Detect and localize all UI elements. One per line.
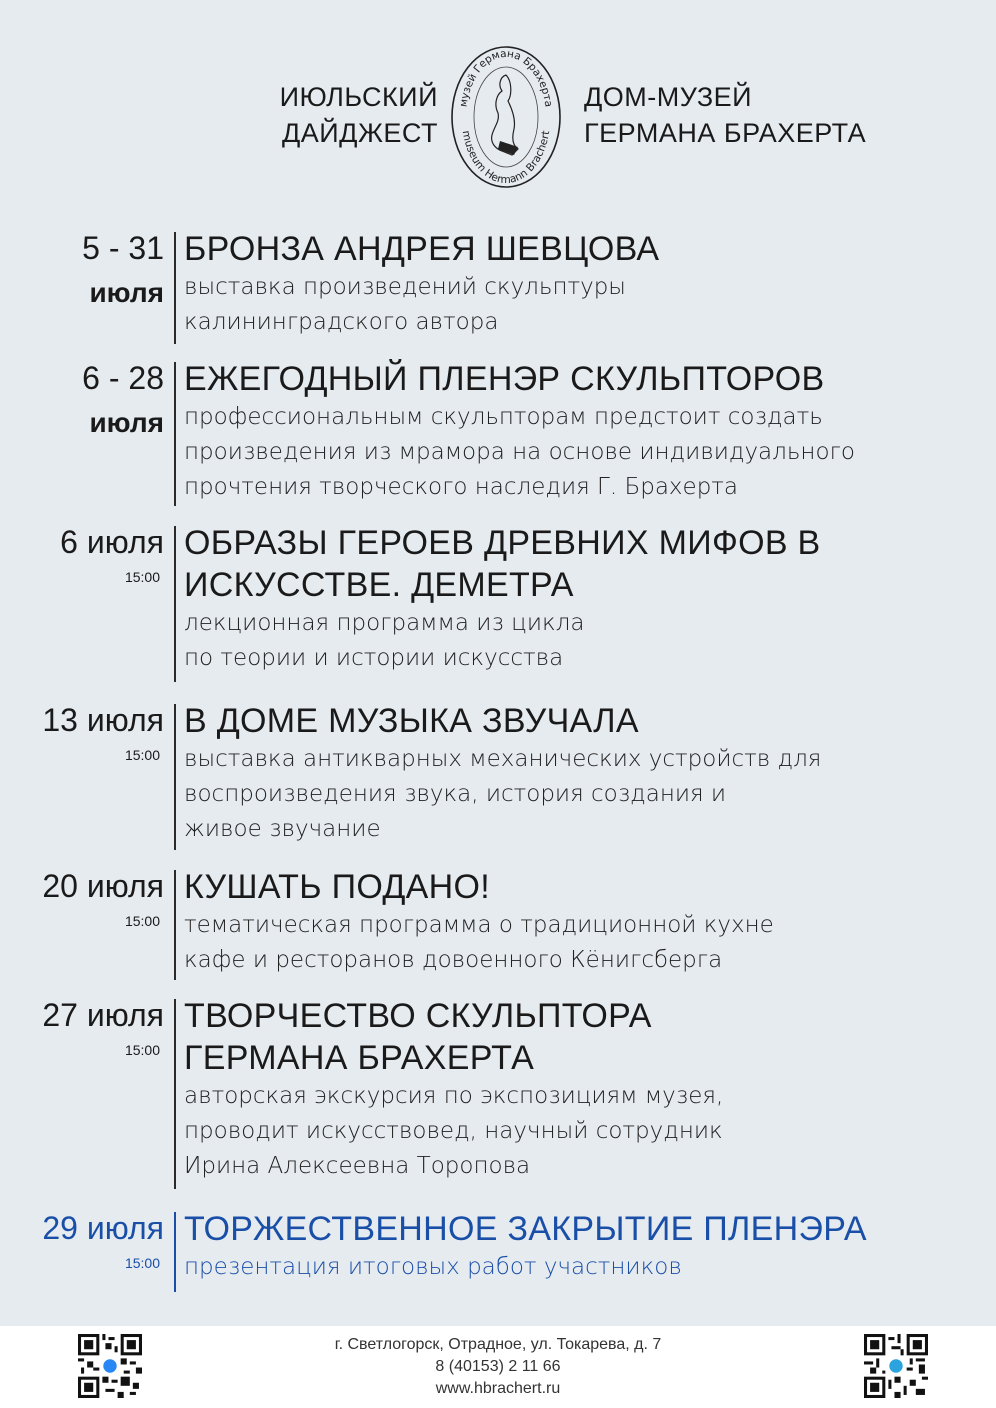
phone: 8 (40153) 2 11 66 xyxy=(435,1358,561,1375)
event-desc-line: кафе и ресторанов довоенного Кёнигсберга xyxy=(184,947,723,973)
event-title: ТОРЖЕСТВЕННОЕ ЗАКРЫТИЕ ПЛЕНЭРА xyxy=(184,1210,867,1248)
event-item-highlighted xyxy=(0,1208,996,1293)
divider xyxy=(174,1212,176,1292)
event-date-main: 20 июля xyxy=(42,868,164,904)
event-desc-line: прочтения творческого наследия Г. Брахерта xyxy=(184,474,739,500)
digest-title-line1: ИЮЛЬСКИЙ xyxy=(279,82,438,112)
event-content xyxy=(184,358,974,505)
event-date-main: 6 - 28 xyxy=(82,360,164,396)
event-desc-line: презентация итоговых работ участников xyxy=(184,1254,682,1280)
svg-text:museum Hermann Brachert: museum Hermann Brachert xyxy=(459,129,553,187)
event-date-main: 27 июля xyxy=(42,997,164,1033)
event-date xyxy=(0,700,164,764)
event-content xyxy=(184,1208,974,1285)
event-desc-line: произведения из мрамора на основе индивидуального xyxy=(184,439,855,465)
event-date-main: 29 июля xyxy=(42,1210,164,1246)
divider xyxy=(174,232,176,344)
museum-logo-icon xyxy=(448,45,564,190)
event-title: В ДОМЕ МУЗЫКА ЗВУЧАЛА xyxy=(184,702,639,740)
event-desc-line: Ирина Алексеевна Торопова xyxy=(184,1153,531,1179)
qr-code-vk-icon[interactable] xyxy=(78,1334,142,1398)
event-item xyxy=(0,228,996,348)
event-content xyxy=(184,866,974,978)
event-desc-line: лекционная программа из цикла xyxy=(184,610,585,636)
museum-title-line2: ГЕРМАНА БРАХЕРТА xyxy=(584,118,867,148)
event-title: ЕЖЕГОДНЫЙ ПЛЕНЭР СКУЛЬПТОРОВ xyxy=(184,360,825,398)
event-date-main: 13 июля xyxy=(42,702,164,738)
contact-info xyxy=(280,1334,716,1400)
address: г. Светлогорск, Отрадное, ул. Токарева, д. 7 xyxy=(334,1336,662,1353)
event-desc-line: выставка произведений скульптуры xyxy=(184,274,626,300)
event-content xyxy=(184,522,974,676)
event-date-main: 6 июля xyxy=(60,524,164,560)
event-content xyxy=(184,228,974,340)
event-desc-line: калининградского автора xyxy=(184,309,499,335)
event-title: ТВОРЧЕСТВО СКУЛЬПТОРА xyxy=(184,997,652,1035)
event-item xyxy=(0,522,996,682)
event-date xyxy=(0,228,164,312)
event-date-main: 5 - 31 xyxy=(82,230,164,266)
qr-code-telegram-icon[interactable] xyxy=(864,1334,928,1398)
digest-title-line2: ДАЙДЖЕСТ xyxy=(281,118,438,148)
event-desc-line: по теории и истории искусства xyxy=(184,645,564,671)
event-date-month: июля xyxy=(89,407,164,438)
event-item xyxy=(0,700,996,850)
digest-title xyxy=(268,79,438,151)
event-title: КУШАТЬ ПОДАНО! xyxy=(184,868,490,906)
event-item xyxy=(0,866,996,981)
event-time: 15:00 xyxy=(124,569,160,585)
event-desc-line: тематическая программа о традиционной кухне xyxy=(184,912,774,938)
event-content xyxy=(184,995,974,1184)
event-date xyxy=(0,1208,164,1272)
event-date xyxy=(0,358,164,442)
footer xyxy=(0,1326,996,1408)
event-desc-line: воспроизведения звука, история создания и xyxy=(184,781,727,807)
event-title: ОБРАЗЫ ГЕРОЕВ ДРЕВНИХ МИФОВ В xyxy=(184,524,821,562)
event-date xyxy=(0,522,164,586)
event-date-month: июля xyxy=(89,277,164,308)
event-desc-line: авторская экскурсия по экспозициям музея, xyxy=(184,1083,724,1109)
museum-title xyxy=(584,79,884,151)
event-item xyxy=(0,358,996,508)
event-desc-line: выставка антикварных механических устройств для xyxy=(184,746,822,772)
event-title: БРОНЗА АНДРЕЯ ШЕВЦОВА xyxy=(184,230,660,268)
website-link[interactable]: www.hbrachert.ru xyxy=(435,1380,561,1397)
event-time: 15:00 xyxy=(124,913,160,929)
event-desc-line: проводит искусствовед, научный сотрудник xyxy=(184,1118,723,1144)
svg-text:музей Германа Брахерта: музей Германа Брахерта xyxy=(457,47,555,108)
event-desc-line: живое звучание xyxy=(184,816,381,842)
divider xyxy=(174,870,176,980)
event-time: 15:00 xyxy=(124,1255,160,1271)
header xyxy=(0,45,996,190)
divider xyxy=(174,999,176,1189)
event-title: ИСКУССТВЕ. ДЕМЕТРА xyxy=(184,566,574,604)
event-date xyxy=(0,866,164,930)
event-content xyxy=(184,700,974,847)
event-desc-line: профессиональным скульпторам предстоит создать xyxy=(184,404,823,430)
event-time: 15:00 xyxy=(124,747,160,763)
event-item xyxy=(0,995,996,1190)
event-date xyxy=(0,995,164,1059)
museum-title-line1: ДОМ-МУЗЕЙ xyxy=(584,82,753,112)
divider xyxy=(174,526,176,682)
divider xyxy=(174,362,176,506)
event-title: ГЕРМАНА БРАХЕРТА xyxy=(184,1039,535,1077)
divider xyxy=(174,704,176,850)
event-time: 15:00 xyxy=(124,1042,160,1058)
